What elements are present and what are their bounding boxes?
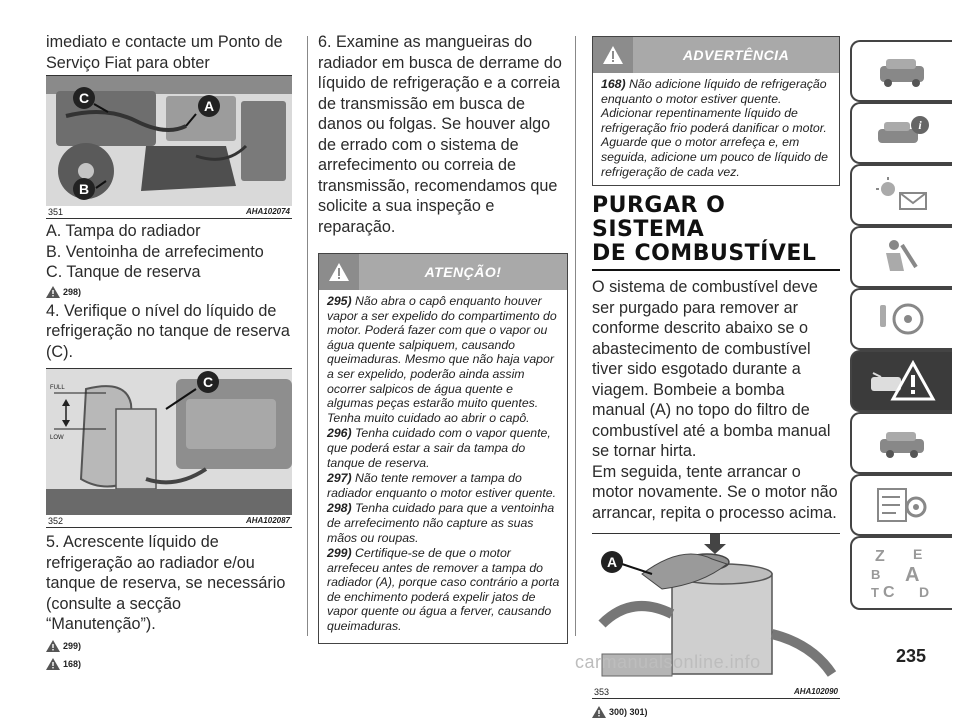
callout-a bbox=[198, 95, 220, 117]
tab-maintenance[interactable] bbox=[850, 412, 952, 474]
attention-notes bbox=[319, 290, 567, 643]
legend-list bbox=[46, 221, 292, 283]
engine-bay-illustration bbox=[46, 76, 292, 206]
svg-text:i: i bbox=[918, 118, 922, 132]
figure-code: AHA102074 bbox=[245, 207, 290, 216]
figure-352-caption bbox=[46, 515, 292, 527]
column-2 bbox=[318, 0, 568, 644]
svg-text:E: E bbox=[913, 546, 923, 562]
svg-text:T: T bbox=[871, 585, 879, 600]
figure-number: 353 bbox=[594, 687, 610, 698]
watermark: carmanualsonline.info bbox=[575, 652, 761, 672]
car-dashboard-icon bbox=[872, 51, 932, 91]
tab-safety[interactable] bbox=[850, 226, 952, 288]
attention-title: ATENÇÃO! bbox=[424, 264, 502, 280]
svg-text:C: C bbox=[202, 374, 214, 390]
column-divider bbox=[575, 36, 576, 636]
svg-text:A: A bbox=[905, 564, 920, 586]
tab-emergency[interactable] bbox=[850, 350, 952, 412]
warning-title: ADVERTÊNCIA bbox=[682, 47, 790, 63]
car-info-icon bbox=[872, 113, 932, 153]
note-item: 299) Certifique-se de que o motor arrefeceu antes de remover a tampa do radiador (A), porque caso contrário a porta de enchimento poderá expelir jatos de vapor quente ou água a ferver, causando queimaduras. bbox=[327, 546, 560, 634]
note-item: 298) Tenha cuidado para que a ventoinha de arrefecimento não capture as suas mãos ou roupas. bbox=[327, 501, 555, 545]
svg-text:D: D bbox=[919, 584, 930, 600]
svg-text:A: A bbox=[203, 98, 215, 114]
full-mark-label: FULL bbox=[50, 385, 65, 391]
index-letters-icon bbox=[867, 545, 937, 601]
figure-353-caption bbox=[592, 686, 840, 698]
note-ref: 299) bbox=[46, 639, 292, 653]
attention-header bbox=[319, 254, 567, 290]
svg-text:C: C bbox=[78, 90, 90, 106]
warning-triangle-icon bbox=[46, 286, 60, 298]
step-5-text: 5. Acrescente líquido de refrigeração ao radiador e/ou tanque de reserva, se necessário (consulte a secção “Manutenção”). bbox=[46, 533, 286, 633]
attention-box bbox=[318, 253, 568, 644]
step-4-text: 4. Verifique o nível do líquido de refrigeração no tanque de reserva (C). bbox=[46, 301, 290, 361]
column-3 bbox=[592, 0, 840, 719]
figure-number: 352 bbox=[48, 516, 64, 526]
figure-351 bbox=[46, 75, 292, 219]
page-number: 235 bbox=[896, 646, 927, 666]
purge-paragraph-1: O sistema de combustível deve ser purgado para remover ar conforme descrito abaixo se o abastecimento de combustível tiver sido esgotado durante a viagem. Bombeie a bomba manual (A) no topo do filtro de combustível até a bomba manual se tornar hirta. bbox=[592, 278, 831, 461]
warning-triangle-icon bbox=[319, 254, 359, 290]
low-mark-label: LOW bbox=[50, 435, 64, 441]
warning-triangle-icon bbox=[593, 37, 633, 73]
svg-text:B: B bbox=[871, 567, 881, 582]
step-6-text: 6. Examine as mangueiras do radiador em busca de derrame do líquido de refrigeração e a correia de transmissão em busca de danos ou folgas. Se houver algo de errado com o sistema de arrefecimento ou correia de transmissão, recomendamos que solicite a sua inspeção e reparação. bbox=[318, 33, 562, 236]
svg-text:Z: Z bbox=[875, 548, 885, 565]
svg-text:C: C bbox=[883, 584, 895, 601]
figure-number: 351 bbox=[48, 207, 64, 217]
figure-352 bbox=[46, 368, 292, 528]
tab-technical-specs[interactable] bbox=[850, 474, 952, 536]
reserve-tank-illustration bbox=[46, 369, 292, 515]
legend-item-b: B. Ventoinha de arrefecimento bbox=[46, 242, 264, 261]
legend-item-a: A. Tampa do radiador bbox=[46, 222, 201, 240]
technical-specs-icon bbox=[872, 485, 932, 525]
column-divider bbox=[307, 36, 308, 636]
legend-item-c: C. Tanque de reserva bbox=[46, 263, 201, 281]
warning-header bbox=[593, 37, 839, 73]
tab-dashboard[interactable] bbox=[850, 40, 952, 102]
purge-paragraph-2: Em seguida, tente arrancar o motor novamente. Se o motor não arrancar, repita o processo acima. bbox=[592, 462, 838, 522]
figure-code: AHA102087 bbox=[245, 516, 290, 525]
figure-351-caption bbox=[46, 206, 292, 218]
svg-text:B: B bbox=[78, 181, 90, 197]
steering-key-icon bbox=[872, 299, 932, 339]
warning-triangle-icon bbox=[46, 658, 60, 670]
intro-text: imediato e contacte um Ponto de Serviço Fiat para obter bbox=[46, 33, 283, 72]
note-ref: 300) 301) bbox=[592, 705, 840, 719]
svg-text:A: A bbox=[606, 554, 618, 571]
warning-triangle-icon bbox=[46, 640, 60, 652]
warning-text: 168) Não adicione líquido de refrigeração enquanto o motor estiver quente. Adicionar repentinamente líquido de refrigeração frio poderá danificar o motor. Aguarde que o motor arrefeça e, em seguida, adicione um pouco de líquido de refrigeração de cada vez. bbox=[601, 77, 828, 179]
callout-c bbox=[197, 371, 219, 393]
note-item: 297) Não tente remover a tampa do radiador enquanto o motor estiver quente. bbox=[327, 471, 557, 500]
callout-c bbox=[73, 87, 95, 109]
section-heading: PURGAR O SISTEMA DE COMBUSTÍVEL bbox=[592, 194, 840, 271]
warning-lights-icon bbox=[872, 175, 932, 215]
callout-a bbox=[601, 551, 623, 573]
airbag-seat-icon bbox=[872, 237, 932, 277]
callout-b bbox=[73, 178, 95, 200]
note-ref: 298) bbox=[46, 285, 292, 299]
note-item: 296) Tenha cuidado com o vapor quente, que poderá estar a sair da tampa do tanque de reserva. bbox=[327, 426, 551, 470]
figure-code: AHA102090 bbox=[793, 687, 838, 697]
column-1 bbox=[46, 0, 292, 671]
warning-triangle-icon bbox=[592, 706, 606, 718]
figure-353 bbox=[592, 533, 840, 699]
tab-index[interactable] bbox=[850, 536, 952, 610]
tab-starting-driving[interactable] bbox=[850, 288, 952, 350]
emergency-triangle-icon bbox=[867, 359, 937, 403]
warning-box bbox=[592, 36, 840, 186]
note-item: 295) Não abra o capô enquanto houver vapor a ser expelido do compartimento do motor. Poderá fazer com que o vapor ou água quente salpiquem, causando queimaduras. Mesmo que não haja vapor a ser expelido, poderão ainda assim ocorrer salpicos de água quente e algumas peças estarão muito quentes. Tenha muito cuidado ao abrir o capô. bbox=[327, 294, 557, 425]
tab-warning-lights[interactable] bbox=[850, 164, 952, 226]
car-maintenance-icon bbox=[872, 423, 932, 463]
tab-car-info[interactable] bbox=[850, 102, 952, 164]
note-ref: 168) bbox=[46, 657, 292, 671]
